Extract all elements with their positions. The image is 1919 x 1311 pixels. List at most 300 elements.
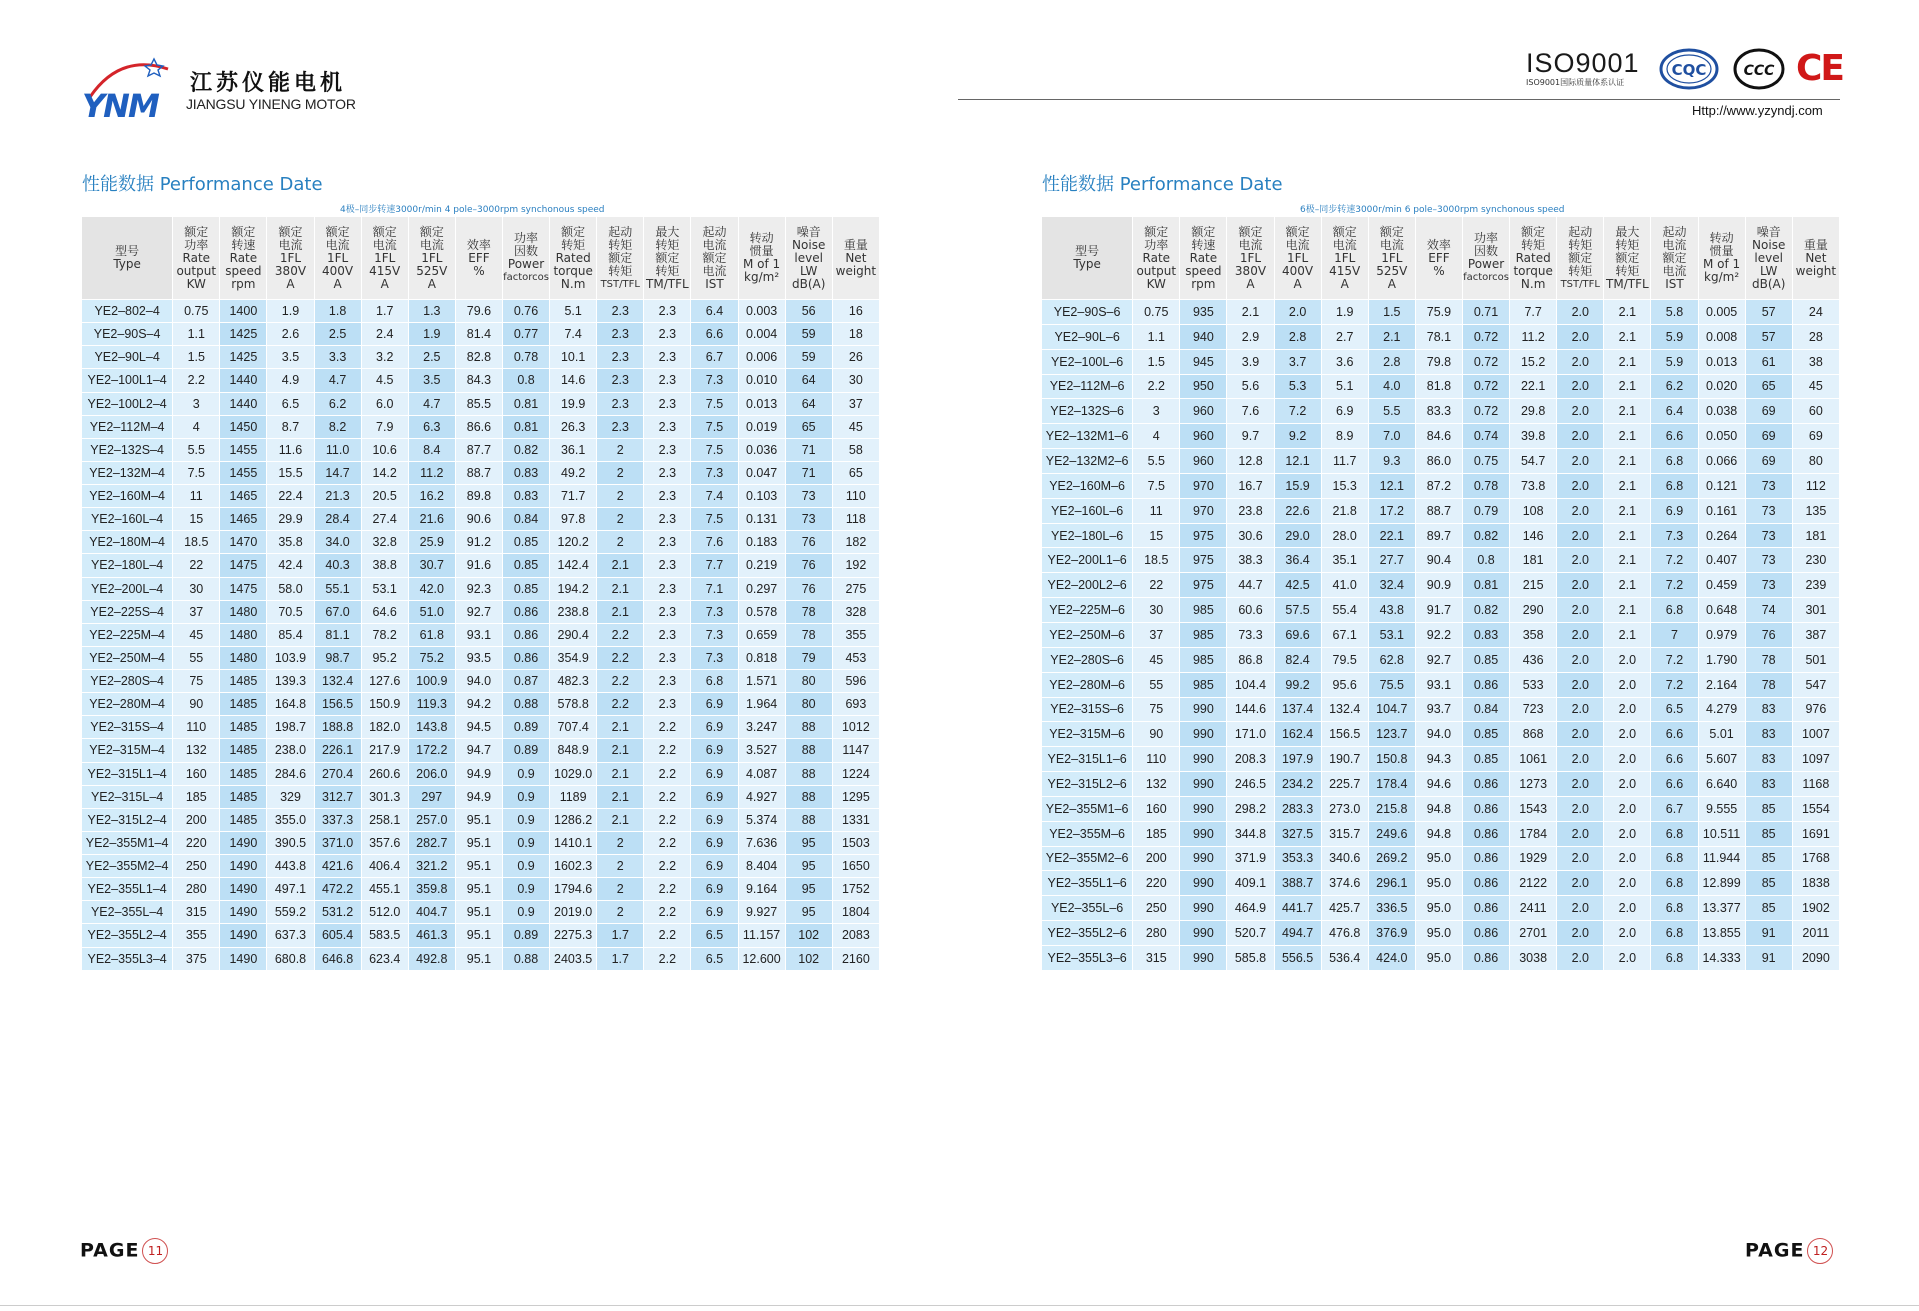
table-cell: 2.3: [644, 485, 691, 508]
table-cell: 848.9: [550, 739, 597, 762]
website-url: Http://www.yzyndj.com: [1692, 103, 1823, 118]
column-header-line: 电流: [702, 237, 727, 252]
table-row: [1042, 821, 1840, 846]
table-cell: 4.0: [1368, 374, 1415, 399]
table-cell: 2.2: [644, 947, 691, 970]
column-header-line: 额定: [1521, 224, 1546, 239]
table-cell: 94.0: [455, 670, 502, 693]
table-cell: 1273: [1510, 772, 1557, 797]
column-header-line: M of 1: [1702, 257, 1741, 271]
table-cell: 143.8: [408, 716, 455, 739]
column-header-line: 噪音: [796, 224, 821, 239]
table-cell: 0.161: [1698, 498, 1745, 523]
table-cell: 64.6: [361, 600, 408, 623]
table-cell: 371.0: [314, 831, 361, 854]
table-cell: 547: [1792, 672, 1839, 697]
table-cell: 76: [785, 554, 832, 577]
table-cell: 2.0: [1557, 821, 1604, 846]
table-row: [1042, 921, 1840, 946]
model-type-cell: YE2–355L–4: [82, 901, 173, 924]
table-cell: 65: [832, 461, 879, 484]
table-cell: 220: [1133, 871, 1180, 896]
table-cell: 81.8: [1415, 374, 1462, 399]
column-header-line: 转速: [1191, 237, 1216, 252]
column-header: [738, 217, 785, 300]
table-cell: 0.75: [1462, 449, 1509, 474]
table-cell: 88: [785, 762, 832, 785]
column-header-line: 重量: [1803, 237, 1828, 252]
table-cell: 64: [785, 392, 832, 415]
column-header-line: TST/TFL: [1560, 278, 1600, 290]
table-cell: 6.5: [691, 924, 738, 947]
table-cell: 2.1: [1604, 374, 1651, 399]
table-cell: 2090: [1792, 945, 1839, 970]
table-row: [82, 369, 880, 392]
table-cell: 0.88: [502, 693, 549, 716]
table-cell: 637.3: [267, 924, 314, 947]
table-cell: 2.5: [408, 346, 455, 369]
table-cell: 707.4: [550, 716, 597, 739]
model-type-cell: YE2–90L–4: [82, 346, 173, 369]
table-cell: 0.8: [1462, 548, 1509, 573]
table-cell: 95.1: [455, 855, 502, 878]
column-header-line: 惯量: [749, 244, 774, 258]
table-cell: 64: [785, 369, 832, 392]
table-cell: 181: [1510, 548, 1557, 573]
table-cell: 2.0: [1604, 772, 1651, 797]
model-type-cell: YE2–180L–6: [1042, 523, 1133, 548]
table-cell: 65: [785, 415, 832, 438]
table-cell: 0.86: [1462, 921, 1509, 946]
table-cell: 12.899: [1698, 871, 1745, 896]
table-cell: 1485: [220, 693, 267, 716]
table-cell: 85.5: [455, 392, 502, 415]
table-cell: 269.2: [1368, 846, 1415, 871]
table-cell: 0.72: [1462, 324, 1509, 349]
table-cell: 74: [1745, 598, 1792, 623]
table-cell: 0.81: [502, 392, 549, 415]
table-cell: 260.6: [361, 762, 408, 785]
column-header-line: Rated: [1515, 250, 1551, 265]
table-cell: 2.0: [1557, 374, 1604, 399]
table-cell: 0.72: [1462, 399, 1509, 424]
table-cell: 1485: [220, 762, 267, 785]
column-header-line: %: [1433, 263, 1445, 278]
table-cell: 1650: [832, 855, 879, 878]
column-header-line: rpm: [1191, 276, 1216, 291]
table-cell: 2.1: [1604, 324, 1651, 349]
table-row: [82, 762, 880, 785]
table-cell: 0.9: [502, 808, 549, 831]
table-cell: 2.1: [1604, 548, 1651, 573]
table-cell: 6.8: [691, 670, 738, 693]
column-header-line: 转矩: [655, 237, 680, 252]
table-cell: 15.2: [1510, 349, 1557, 374]
column-header-line: 转矩: [561, 237, 586, 252]
performance-table-6-pole: [1041, 216, 1840, 971]
table-cell: 150.8: [1368, 747, 1415, 772]
table-cell: 2.8: [1274, 324, 1321, 349]
model-type-cell: YE2–200L1–6: [1042, 548, 1133, 573]
table-cell: 355: [173, 924, 220, 947]
table-cell: 2.0: [1557, 722, 1604, 747]
table-cell: 1485: [220, 670, 267, 693]
table-cell: 5.1: [1321, 374, 1368, 399]
table-cell: 6.8: [1651, 449, 1698, 474]
table-cell: 95.6: [1321, 672, 1368, 697]
table-cell: 95.1: [455, 924, 502, 947]
table-cell: 69.6: [1274, 622, 1321, 647]
table-cell: 61: [1745, 349, 1792, 374]
table-cell: 2.1: [1604, 523, 1651, 548]
page-label: PAGE: [80, 1239, 140, 1262]
table-row: [82, 554, 880, 577]
column-header-line: Power: [1467, 257, 1505, 271]
table-cell: 0.86: [1462, 871, 1509, 896]
table-cell: 1.790: [1698, 647, 1745, 672]
table-cell: 257.0: [408, 808, 455, 831]
table-cell: 91: [1745, 921, 1792, 946]
table-cell: 6.5: [1651, 697, 1698, 722]
table-cell: 93.1: [455, 623, 502, 646]
model-type-cell: YE2–200L–4: [82, 577, 173, 600]
column-header-line: 重量: [843, 237, 868, 252]
table-cell: 88: [785, 716, 832, 739]
table-cell: 78: [1745, 647, 1792, 672]
table-cell: 4: [173, 415, 220, 438]
column-header-line: 额定: [1568, 250, 1593, 265]
table-cell: 2.1: [1604, 622, 1651, 647]
table-cell: 172.2: [408, 739, 455, 762]
column-header-line: 电流: [419, 237, 444, 252]
table-cell: 30.7: [408, 554, 455, 577]
table-cell: 53.1: [361, 577, 408, 600]
model-type-cell: YE2–280S–6: [1042, 647, 1133, 672]
table-cell: 1.5: [173, 346, 220, 369]
table-cell: 2.8: [1368, 349, 1415, 374]
table-cell: 85: [1745, 821, 1792, 846]
column-header-line: 400V: [1282, 263, 1314, 278]
column-header-line: 1FL: [1334, 250, 1356, 265]
table-cell: 492.8: [408, 947, 455, 970]
table-cell: 102: [785, 924, 832, 947]
table-cell: 79.5: [1321, 647, 1368, 672]
table-cell: 2.3: [597, 346, 644, 369]
table-cell: 357.6: [361, 831, 408, 854]
table-cell: 40.3: [314, 554, 361, 577]
model-type-cell: YE2–132S–4: [82, 438, 173, 461]
table-cell: 36.1: [550, 438, 597, 461]
table-cell: 94.3: [1415, 747, 1462, 772]
table-cell: 0.81: [502, 415, 549, 438]
column-header-line: Rate: [229, 250, 258, 265]
table-cell: 87.2: [1415, 473, 1462, 498]
table-cell: 1.5: [1368, 300, 1415, 325]
table-cell: 1480: [220, 600, 267, 623]
table-cell: 5.374: [738, 808, 785, 831]
column-header-line: 电流: [372, 237, 397, 252]
table-cell: 53.1: [1368, 622, 1415, 647]
table-cell: 2: [597, 508, 644, 531]
table-cell: 181: [1792, 523, 1839, 548]
table-cell: 3.247: [738, 716, 785, 739]
table-cell: 2.2: [597, 670, 644, 693]
column-header-line: 噪音: [1756, 224, 1781, 239]
column-header-line: 最大: [1615, 224, 1640, 239]
table-cell: 2.7: [1321, 324, 1368, 349]
table-row: [1042, 722, 1840, 747]
table-cell: 2: [597, 461, 644, 484]
table-cell: 80: [785, 693, 832, 716]
table-cell: 536.4: [1321, 945, 1368, 970]
table-cell: 83: [1745, 772, 1792, 797]
table-cell: 90.4: [1415, 548, 1462, 573]
table-cell: 960: [1180, 399, 1227, 424]
table-cell: 1295: [832, 785, 879, 808]
table-cell: 75: [1133, 697, 1180, 722]
table-cell: 0.008: [1698, 324, 1745, 349]
table-cell: 2.1: [597, 785, 644, 808]
table-cell: 2.3: [644, 461, 691, 484]
table-cell: 280: [1133, 921, 1180, 946]
table-cell: 79: [785, 646, 832, 669]
table-cell: 353.3: [1274, 846, 1321, 871]
table-cell: 0.86: [1462, 672, 1509, 697]
table-cell: 160: [1133, 796, 1180, 821]
table-cell: 0.86: [502, 600, 549, 623]
table-cell: 7.5: [691, 438, 738, 461]
table-cell: 387: [1792, 622, 1839, 647]
table-cell: 13.855: [1698, 921, 1745, 946]
table-cell: 0.9: [502, 762, 549, 785]
column-header-line: 因数: [514, 244, 539, 258]
table-cell: 9.3: [1368, 449, 1415, 474]
page-number-badge: 11: [142, 1238, 168, 1264]
column-header-line: 1FL: [279, 250, 302, 265]
table-cell: 88: [785, 739, 832, 762]
table-cell: 86.0: [1415, 449, 1462, 474]
table-cell: 1168: [1792, 772, 1839, 797]
table-cell: 55.4: [1321, 598, 1368, 623]
table-cell: 975: [1180, 523, 1227, 548]
column-header-line: 转矩: [608, 263, 633, 278]
table-cell: 85: [1745, 796, 1792, 821]
table-cell: 1490: [220, 855, 267, 878]
table-cell: 2.0: [1557, 598, 1604, 623]
table-cell: 0.005: [1698, 300, 1745, 325]
table-cell: 0.9: [502, 878, 549, 901]
table-cell: 2.2: [644, 831, 691, 854]
table-cell: 2: [597, 485, 644, 508]
table-row: [1042, 896, 1840, 921]
table-cell: 990: [1180, 896, 1227, 921]
table-cell: 0.648: [1698, 598, 1745, 623]
table-cell: 238.0: [267, 739, 314, 762]
table-cell: 22.6: [1274, 498, 1321, 523]
table-row: [1042, 523, 1840, 548]
table-cell: 2.0: [1557, 622, 1604, 647]
column-header-line: IST: [705, 276, 724, 291]
table-cell: 646.8: [314, 947, 361, 970]
table-cell: 1902: [1792, 896, 1839, 921]
table-cell: 344.8: [1227, 821, 1274, 846]
column-header-line: 电流: [1662, 263, 1687, 278]
table-cell: 11.944: [1698, 846, 1745, 871]
column-header-line: 最大: [655, 224, 680, 239]
table-cell: 238.8: [550, 600, 597, 623]
model-type-cell: YE2–315M–4: [82, 739, 173, 762]
table-cell: 5.5: [1368, 399, 1415, 424]
table-cell: 1.7: [597, 947, 644, 970]
table-cell: 5.9: [1651, 324, 1698, 349]
table-cell: 11.7: [1321, 449, 1368, 474]
table-cell: 680.8: [267, 947, 314, 970]
table-cell: 93.1: [1415, 672, 1462, 697]
table-cell: 2.1: [597, 739, 644, 762]
table-cell: 8.4: [408, 438, 455, 461]
column-header: [1745, 217, 1792, 300]
column-header-line: Net: [845, 250, 867, 265]
column-header-line: Net: [1805, 250, 1827, 265]
page-fold-line: [0, 1305, 1919, 1306]
table-cell: 1029.0: [550, 762, 597, 785]
table-row: [82, 901, 880, 924]
column-header-line: %: [473, 263, 485, 278]
table-cell: 585.8: [1227, 945, 1274, 970]
table-cell: 5.8: [1651, 300, 1698, 325]
column-header: [1510, 217, 1557, 300]
table-cell: 38.3: [1227, 548, 1274, 573]
table-cell: 0.72: [1462, 374, 1509, 399]
table-cell: 81.4: [455, 323, 502, 346]
table-cell: 990: [1180, 697, 1227, 722]
table-cell: 476.8: [1321, 921, 1368, 946]
table-cell: 6.7: [691, 346, 738, 369]
table-cell: 0.013: [738, 392, 785, 415]
table-cell: 2275.3: [550, 924, 597, 947]
table-cell: 100.9: [408, 670, 455, 693]
column-header-line: speed: [225, 263, 262, 278]
table-row: [82, 878, 880, 901]
table-cell: 8.2: [314, 415, 361, 438]
column-header-line: 1FL: [374, 250, 396, 265]
column-header: [832, 217, 879, 300]
table-cell: 0.72: [1462, 349, 1509, 374]
table-cell: 455.1: [361, 878, 408, 901]
table-cell: 2.1: [597, 600, 644, 623]
table-cell: 97.8: [550, 508, 597, 531]
model-type-cell: YE2–200L2–6: [1042, 573, 1133, 598]
column-header-line: 额定: [372, 224, 397, 239]
table-cell: 250: [1133, 896, 1180, 921]
table-row: [82, 508, 880, 531]
column-header: [1227, 217, 1274, 300]
table-cell: 58: [832, 438, 879, 461]
table-cell: 225.7: [1321, 772, 1368, 797]
table-cell: 0.9: [502, 901, 549, 924]
table-cell: 7.2: [1651, 672, 1698, 697]
table-cell: 336.5: [1368, 896, 1415, 921]
table-cell: 1.5: [1133, 349, 1180, 374]
table-cell: 2.1: [597, 577, 644, 600]
table-cell: 693: [832, 693, 879, 716]
table-cell: 10.1: [550, 346, 597, 369]
table-cell: 5.607: [1698, 747, 1745, 772]
table-cell: 0.006: [738, 346, 785, 369]
table-cell: 2.3: [644, 531, 691, 554]
table-cell: 1752: [832, 878, 879, 901]
table-cell: 2.2: [644, 739, 691, 762]
table-cell: 1543: [1510, 796, 1557, 821]
table-cell: 120.2: [550, 531, 597, 554]
ce-mark: CE: [1796, 48, 1844, 89]
table-cell: 283.3: [1274, 796, 1321, 821]
table-cell: 11.2: [1510, 324, 1557, 349]
table-cell: 2.0: [1557, 548, 1604, 573]
column-header-line: torque: [1513, 263, 1553, 278]
model-type-cell: YE2–132M1–6: [1042, 424, 1133, 449]
table-cell: 0.85: [502, 577, 549, 600]
table-cell: 21.3: [314, 485, 361, 508]
table-cell: 2.2: [597, 646, 644, 669]
column-header-line: 额定: [325, 224, 350, 239]
table-cell: 7.4: [550, 323, 597, 346]
table-cell: 1286.2: [550, 808, 597, 831]
table-cell: 868: [1510, 722, 1557, 747]
table-row: [1042, 349, 1840, 374]
table-cell: 90.9: [1415, 573, 1462, 598]
table-cell: 443.8: [267, 855, 314, 878]
table-cell: 2.0: [1604, 647, 1651, 672]
table-cell: 0.297: [738, 577, 785, 600]
table-cell: 1.9: [267, 300, 314, 323]
table-cell: 3.9: [1227, 349, 1274, 374]
table-cell: 2160: [832, 947, 879, 970]
table-cell: 94.8: [1415, 821, 1462, 846]
table-cell: 6.4: [1651, 399, 1698, 424]
table-row: [82, 947, 880, 970]
column-header-line: 因数: [1474, 244, 1499, 258]
right-page-footer: [1745, 1238, 1833, 1264]
table-cell: 95.0: [1415, 945, 1462, 970]
table-cell: 4.5: [361, 369, 408, 392]
table-cell: 2.1: [1604, 399, 1651, 424]
table-cell: 6.9: [691, 878, 738, 901]
table-cell: 2.0: [1604, 821, 1651, 846]
table-cell: 1602.3: [550, 855, 597, 878]
table-cell: 30: [173, 577, 220, 600]
column-header-line: kg/m²: [1704, 270, 1740, 284]
table-cell: 2.0: [1557, 772, 1604, 797]
table-cell: 1012: [832, 716, 879, 739]
left-section-title: 性能数据 Performance Date: [82, 174, 323, 195]
table-cell: 0.264: [1698, 523, 1745, 548]
column-header: [550, 217, 597, 300]
table-cell: 0.77: [502, 323, 549, 346]
table-row: [82, 623, 880, 646]
table-cell: 315: [173, 901, 220, 924]
column-header-line: 效率: [466, 237, 491, 252]
table-cell: 5.5: [1133, 449, 1180, 474]
model-type-cell: YE2–355M1–6: [1042, 796, 1133, 821]
table-cell: 127.6: [361, 670, 408, 693]
table-row: [82, 646, 880, 669]
table-cell: 0.013: [1698, 349, 1745, 374]
table-cell: 1425: [220, 346, 267, 369]
column-header: [1792, 217, 1839, 300]
table-cell: 315.7: [1321, 821, 1368, 846]
table-cell: 1485: [220, 716, 267, 739]
